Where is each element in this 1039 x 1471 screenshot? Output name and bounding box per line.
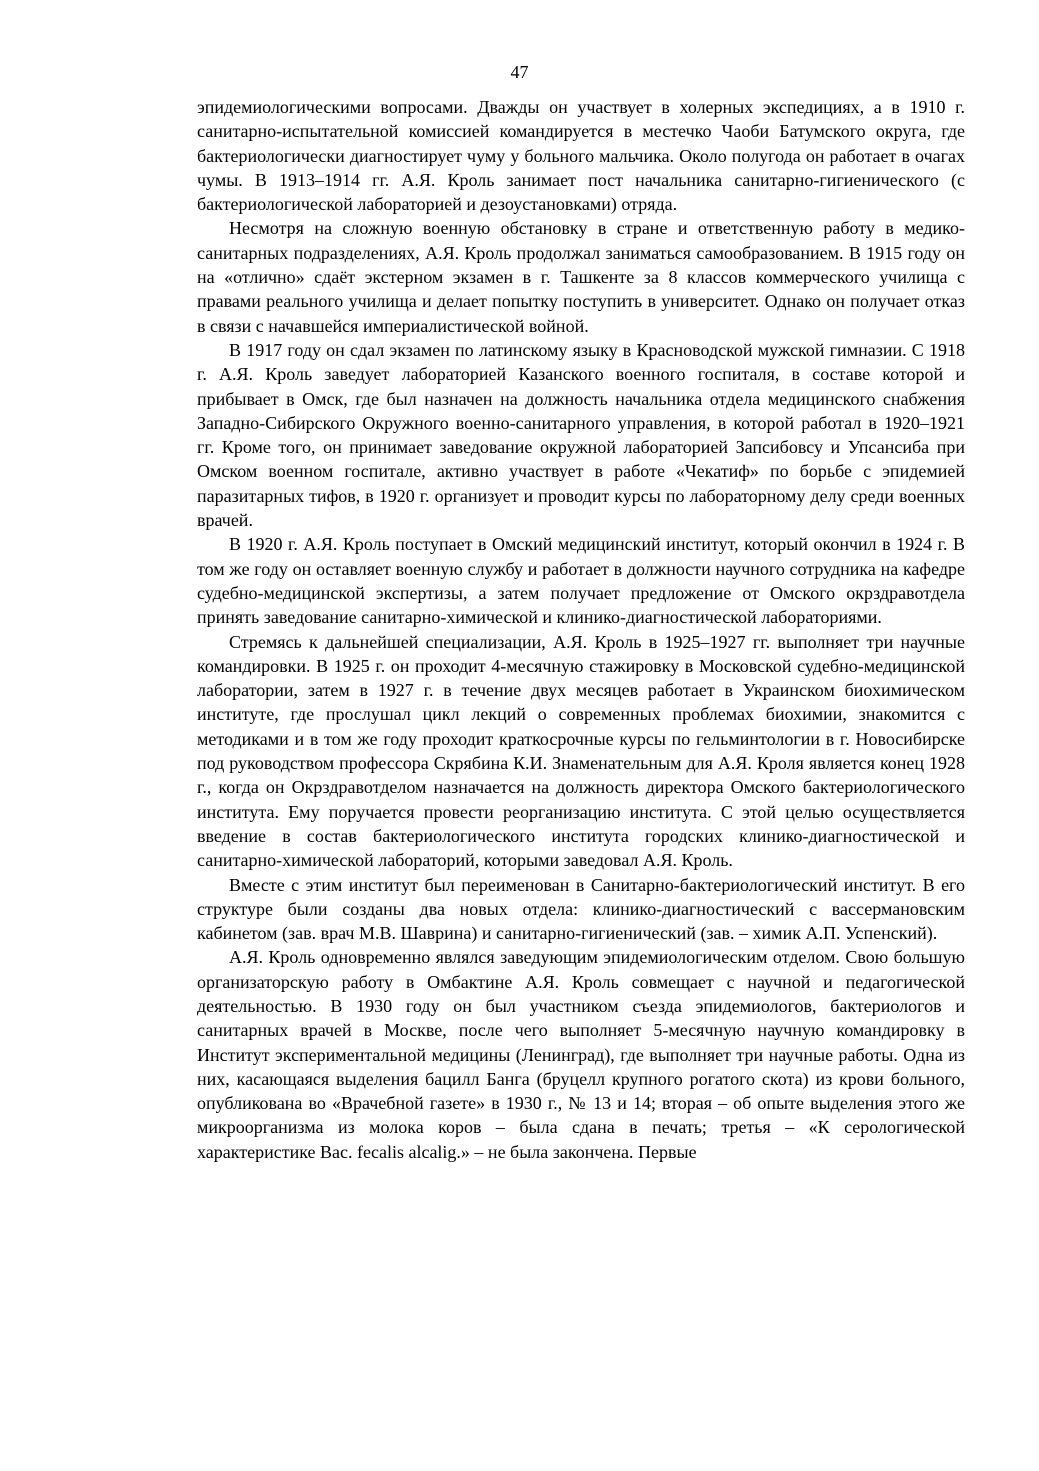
paragraph: Несмотря на сложную военную обстановку в стране и ответственную работу в медико-санитарных подразделениях, А.Я. Кроль продолжал заниматься самообразованием. В 1915 году он на «отлично» сдаёт экстерном экзамен в г. Ташкенте за 8 классов коммерческого училища с правами реального училища и делает попытку поступить в университет. Однако он получает отказ в связи с начавшейся империалистической войной. — [197, 218, 965, 336]
paragraph: Стремясь к дальнейшей специализации, А.Я. Кроль в 1925–1927 гг. выполняет три научные командировки. В 1925 г. он проходит 4-месячную стажировку в Московской судебно-медицинской лаборатории, затем в 1927 г. в течение двух месяцев работает в Украинском биохимическом институте, где прослушал цикл лекций о современных проблемах биохимии, знакомится с методиками и в том же году проходит краткосрочные курсы по гельминтологии в г. Новосибирске под руководством профессора Скрябина К.И. Знаменательным для А.Я. Кроля является конец 1928 г., когда он Окрздравотделом назначается на должность директора Омского бактериологического института. Ему поручается провести реорганизацию института. С этой целью осуществляется введение в состав бактериологического института городских клинико-диагностической и санитарно-химической лабораторий, которыми заведовал А.Я. Кроль. — [197, 631, 965, 871]
paragraph: В 1917 году он сдал экзамен по латинскому языку в Красноводской мужской гимназии. С 1918 г. А.Я. Кроль заведует лабораторией Казанского военного госпиталя, в составе которой и прибывает в Омск, где был назначен на должность начальника отдела медицинского снабжения Западно-Сибирского Окружного военно-санитарного управления, в которой работал в 1920–1921 гг. Кроме того, он принимает заведование окружной лабораторией Запсибовсу и Упсансиба при Омском военном госпитале, активно участвует в работе «Чекатиф» по борьбе с эпидемией паразитарных тифов, в 1920 г. организует и проводит курсы по лабораторному делу среди военных врачей. — [197, 339, 965, 531]
paragraph: В 1920 г. А.Я. Кроль поступает в Омский медицинский институт, который окончил в 1924 г. В том же году он оставляет военную службу и работает в должности научного сотрудника на кафедре судебно-медицинской экспертизы, а затем получает предложение от Омского окрздравотдела принять заведование санитарно-химической и клинико-диагностической лабораториями. — [197, 534, 965, 628]
paragraph-continuation: эпидемиологическими вопросами. Дважды он участвует в холерных экспедициях, а в 1910 г. санитарно-испытательной комиссией командируется в местечко Чаоби Батумского округа, где бактериологически диагностирует чуму у больного мальчика. Около полугода он работает в очагах чумы. В 1913–1914 гг. А.Я. Кроль занимает пост начальника санитарно-гигиенического (с бактериологической лабораторией и дезоустановками) отряда. — [197, 97, 965, 215]
page-number: 47 — [510, 62, 529, 82]
paragraph: А.Я. Кроль одновременно являлся заведующим эпидемиологическим отделом. Свою большую организаторскую работу в Омбактине А.Я. Кроль совмещает с научной и педагогической деятельностью. В 1930 году он был участником съезда эпидемиологов, бактериологов и санитарных врачей в Москве, после чего выполняет 5-месячную научную командировку в Институт экспериментальной медицины (Ленинград), где выполняет три научные работы. Одна из них, касающаяся выделения бацилл Банга (бруцелл крупного рогатого скота) из крови больного, опубликована во «Врачебной газете» в 1930 г., № 13 и 14; вторая – об опыте выделения этого же микроорганизма из молока коров – была сдана в печать; третья – «К серологической характеристике Bac. fecalis alcalig.» – не была закончена. Первые — [197, 947, 965, 1162]
document-body — [197, 95, 965, 1164]
paragraph: Вместе с этим институт был переименован в Санитарно-бактериологический институт. В его структуре были созданы два новых отдела: клинико-диагностический с вассермановским кабинетом (зав. врач М.В. Шаврина) и санитарно-гигиенический (зав. – химик А.П. Успенский). — [197, 874, 965, 944]
